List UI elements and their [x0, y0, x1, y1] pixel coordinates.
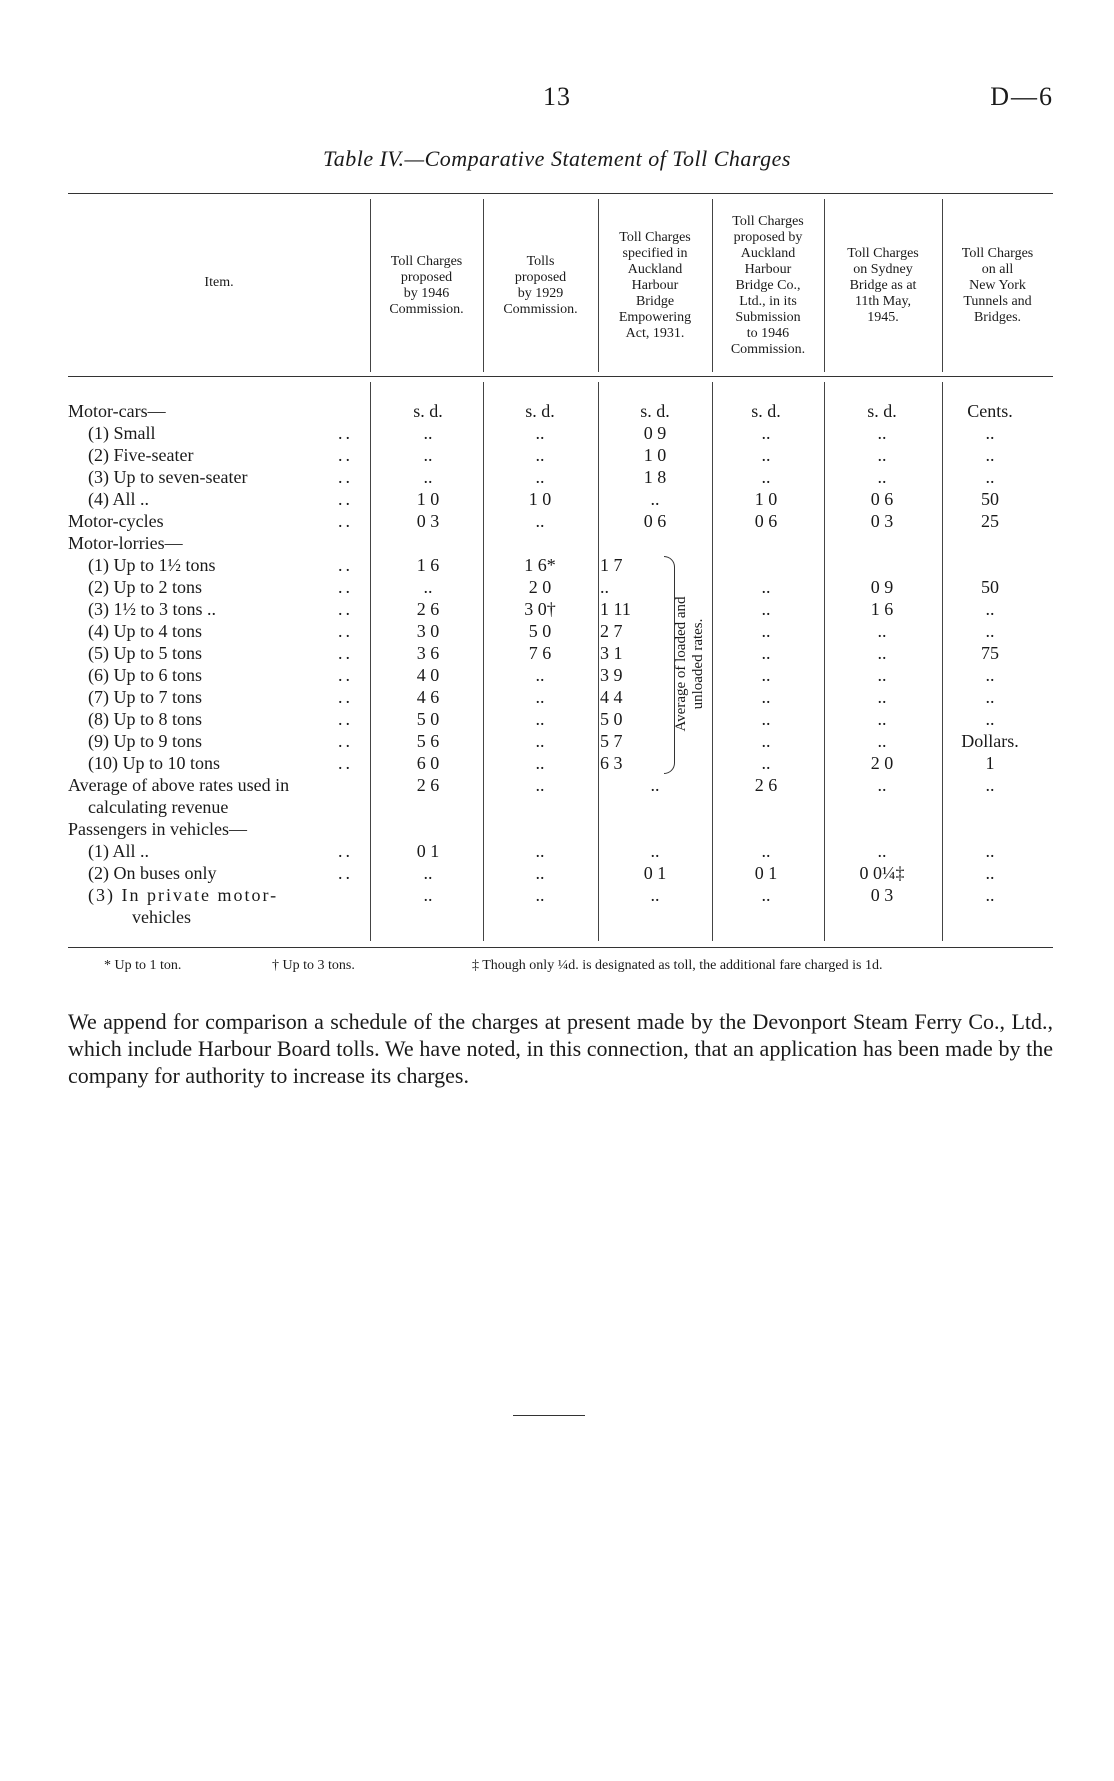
- table-cell: s. d.: [751, 401, 781, 421]
- row-leader-dots: ..: [338, 753, 353, 773]
- row-label: (2) Five-seater: [88, 445, 194, 465]
- table-cell: 50: [981, 489, 999, 509]
- footnote-2: † Up to 3 tons.: [272, 958, 355, 973]
- table-cell: ..: [985, 841, 995, 861]
- table-cell: 1 6: [870, 599, 894, 619]
- column-header-line: Act, 1931.: [625, 325, 685, 341]
- column-header-line: Item.: [204, 275, 234, 290]
- table-cell: 0 6: [754, 511, 778, 531]
- column-header-line: Toll Charges: [390, 253, 463, 269]
- table-cell: ..: [423, 423, 433, 443]
- table-cell: 0 1: [754, 863, 778, 883]
- column-divider-body-2: [483, 382, 484, 941]
- table-cell: 0 9: [870, 577, 894, 597]
- row-leader-dots: ..: [338, 665, 353, 685]
- table-cell: 1 8: [643, 467, 667, 487]
- column-header-line: Commission.: [503, 301, 578, 317]
- table-cell: 3 9: [600, 665, 623, 685]
- table-bottom-rule: [68, 947, 1053, 948]
- table-cell: ..: [761, 577, 771, 597]
- column-header-line: 1945.: [867, 309, 899, 325]
- table-cell: 1 0: [643, 445, 667, 465]
- row-leader-dots: ..: [338, 577, 353, 597]
- column-header-line: by 1946: [403, 285, 450, 301]
- table-cell: 0 6: [643, 511, 667, 531]
- column-divider-body-5: [824, 382, 825, 941]
- row-label: (7) Up to 7 tons: [88, 687, 202, 707]
- table-cell: ..: [535, 467, 545, 487]
- row-leader-dots: ..: [338, 489, 353, 509]
- table-cell: 2 6: [754, 775, 778, 795]
- column-header-line: on Sydney: [853, 261, 913, 277]
- column-header-line: Toll Charges: [961, 245, 1034, 261]
- table-cell: Dollars.: [961, 731, 1019, 751]
- column-header-line: proposed by: [733, 229, 803, 245]
- row-label: (6) Up to 6 tons: [88, 665, 202, 685]
- table-cell: ..: [877, 423, 887, 443]
- column-header-2: [483, 254, 598, 318]
- column-header-line: Harbour: [631, 277, 679, 293]
- row-label: Motor-lorries—: [68, 533, 183, 553]
- table-cell: ..: [877, 709, 887, 729]
- table-cell: ..: [535, 445, 545, 465]
- document-reference: D—6: [990, 82, 1054, 111]
- column-header-6: [942, 246, 1053, 326]
- table-cell: s. d.: [525, 401, 555, 421]
- column-header-line: New York: [969, 277, 1026, 293]
- column-header-line: on all: [981, 261, 1014, 277]
- table-cell: ..: [650, 775, 660, 795]
- table-cell: 2 0: [528, 577, 552, 597]
- table-cell: 0 3: [870, 885, 894, 905]
- table-cell: 75: [981, 643, 999, 663]
- row-label: (9) Up to 9 tons: [88, 731, 202, 751]
- column-header-line: Toll Charges: [847, 245, 919, 261]
- column-header-line: Bridge Co.,: [735, 277, 801, 293]
- row-leader-dots: ..: [338, 643, 353, 663]
- table-cell: 3 0: [416, 621, 440, 641]
- row-leader-dots: ..: [338, 687, 353, 707]
- table-cell: ..: [761, 885, 771, 905]
- table-cell: ..: [985, 885, 995, 905]
- table-cell: 2 0: [870, 753, 894, 773]
- table-cell: ..: [535, 731, 545, 751]
- row-label: (10) Up to 10 tons: [88, 753, 220, 773]
- row-leader-dots: ..: [338, 863, 353, 883]
- row-label: (3) 1½ to 3 tons ..: [88, 599, 216, 619]
- end-rule: [513, 1415, 585, 1416]
- column-header-line: Auckland: [627, 261, 683, 277]
- table-cell: ..: [761, 841, 771, 861]
- table-header-rule: [68, 376, 1053, 377]
- table-cell: ..: [877, 665, 887, 685]
- row-label: (3) Up to seven-seater: [88, 467, 248, 487]
- column-header-line: specified in: [622, 245, 688, 261]
- table-cell: 4 6: [416, 687, 440, 707]
- row-label: Motor-cars—: [68, 401, 166, 421]
- table-cell: ..: [535, 423, 545, 443]
- table-cell: ..: [535, 775, 545, 795]
- table-cell: 5 0: [600, 709, 623, 729]
- table-cell: ..: [877, 841, 887, 861]
- column-header-line: Toll Charges: [619, 229, 691, 245]
- table-cell: ..: [985, 467, 995, 487]
- row-label: Motor-cycles: [68, 511, 164, 531]
- row-label: (2) Up to 2 tons: [88, 577, 202, 597]
- table-cell: 1 0: [416, 489, 440, 509]
- table-cell: 0 1: [416, 841, 440, 861]
- brace-note-line: unloaded rates.: [690, 618, 706, 710]
- table-cell: 7 6: [528, 643, 552, 663]
- row-label: (1) Up to 1½ tons: [88, 555, 216, 575]
- table-cell: 0 3: [870, 511, 894, 531]
- table-cell: ..: [535, 687, 545, 707]
- table-cell: 1: [985, 753, 995, 773]
- row-leader-dots: ..: [338, 555, 353, 575]
- row-leader-dots: ..: [338, 731, 353, 751]
- table-cell: 5 6: [416, 731, 440, 751]
- table-cell: ..: [985, 445, 995, 465]
- column-header-line: Empowering: [618, 309, 692, 325]
- table-cell: ..: [985, 599, 995, 619]
- column-header-line: to 1946: [746, 325, 790, 341]
- row-leader-dots: ..: [338, 423, 353, 443]
- table-cell: ..: [650, 489, 660, 509]
- table-cell: ..: [985, 687, 995, 707]
- column-header-line: by 1929: [517, 285, 564, 301]
- table-cell: ..: [761, 621, 771, 641]
- table-cell: s. d.: [413, 401, 443, 421]
- row-label: (4) Up to 4 tons: [88, 621, 202, 641]
- column-header-line: Ltd., in its: [739, 293, 797, 309]
- table-cell: ..: [985, 709, 995, 729]
- table-cell: 4 0: [416, 665, 440, 685]
- table-cell: ..: [877, 731, 887, 751]
- table-cell: ..: [423, 863, 433, 883]
- table-cell: ..: [985, 423, 995, 443]
- footnote-1: * Up to 1 ton.: [104, 958, 182, 973]
- column-divider-body-4: [712, 382, 713, 941]
- table-cell: 1 11: [600, 599, 631, 619]
- table-cell: ..: [985, 863, 995, 883]
- table-cell: 6 3: [600, 753, 623, 773]
- row-leader-dots: ..: [338, 445, 353, 465]
- table-cell: ..: [761, 731, 771, 751]
- table-cell: ..: [535, 885, 545, 905]
- table-cell: 5 0: [528, 621, 552, 641]
- row-label: (2) On buses only: [88, 863, 217, 883]
- table-cell: 1 0: [754, 489, 778, 509]
- row-leader-dots: ..: [338, 621, 353, 641]
- table-cell: ..: [985, 665, 995, 685]
- column-header-line: Harbour: [744, 261, 792, 277]
- brace-note: [673, 556, 707, 772]
- table-cell: 3 1: [600, 643, 623, 663]
- table-cell: ..: [761, 423, 771, 443]
- table-cell: ..: [877, 643, 887, 663]
- row-label: (5) Up to 5 tons: [88, 643, 202, 663]
- table-cell: ..: [650, 885, 660, 905]
- table-title: Table IV.—Comparative Statement of Toll Charges: [322, 146, 791, 171]
- column-header-4: [712, 214, 824, 358]
- table-cell: ..: [535, 753, 545, 773]
- table-cell: ..: [761, 445, 771, 465]
- table-cell: 2 6: [416, 775, 440, 795]
- column-header-line: Tolls: [526, 253, 555, 269]
- table-cell: 3 6: [416, 643, 440, 663]
- column-header-line: Auckland: [740, 245, 796, 261]
- column-header-3: [598, 230, 712, 342]
- table-cell: 2 6: [416, 599, 440, 619]
- row-leader-dots: ..: [338, 511, 353, 531]
- table-cell: 2 7: [600, 621, 623, 641]
- table-cell: ..: [423, 885, 433, 905]
- row-leader-dots: ..: [338, 841, 353, 861]
- column-header-line: Toll Charges: [732, 213, 804, 229]
- page-number: 13: [543, 82, 571, 111]
- row-leader-dots: ..: [338, 599, 353, 619]
- body-paragraph: We append for comparison a schedule of the charges at present made by the Devonport Steam Ferry Co., Ltd., which include Harbour Board tolls. We have noted, in this connection, that an application has been made by the company for authority to increase its charges.: [68, 1009, 1053, 1088]
- table-cell: 1 6*: [524, 555, 556, 575]
- column-header-line: Commission.: [730, 341, 806, 357]
- row-label: (1) All ..: [88, 841, 149, 861]
- table-cell: ..: [650, 841, 660, 861]
- table-cell: ..: [877, 621, 887, 641]
- table-cell: s. d.: [640, 401, 670, 421]
- table-cell: 1 6: [416, 555, 440, 575]
- table-cell: ..: [535, 841, 545, 861]
- column-divider-body-3: [598, 382, 599, 941]
- table-top-rule: [68, 193, 1053, 194]
- table-cell: ..: [761, 687, 771, 707]
- table-cell: 5 7: [600, 731, 623, 751]
- table-cell: ..: [535, 863, 545, 883]
- table-cell: ..: [535, 709, 545, 729]
- table-cell: ..: [761, 753, 771, 773]
- row-label: (4) All ..: [88, 489, 149, 509]
- footnote-3: ‡ Though only ¼d. is designated as toll, the additional fare charged is 1d.: [472, 958, 883, 973]
- table-cell: 0 1: [643, 863, 667, 883]
- table-cell: 4 4: [600, 687, 623, 707]
- table-cell: ..: [535, 511, 545, 531]
- table-cell: 50: [981, 577, 999, 597]
- row-leader-dots: ..: [338, 467, 353, 487]
- table-cell: ..: [761, 643, 771, 663]
- row-label: Average of above rates used in: [68, 775, 290, 795]
- column-header-1: [370, 254, 483, 318]
- column-divider-body-1: [370, 382, 371, 941]
- table-cell: ..: [761, 709, 771, 729]
- table-cell: 0 0¼‡: [859, 863, 905, 883]
- table-cell: ..: [761, 665, 771, 685]
- table-cell: ..: [423, 467, 433, 487]
- row-label: Passengers in vehicles—: [68, 819, 247, 839]
- column-header-line: Bridges.: [973, 309, 1022, 325]
- table-cell: 6 0: [416, 753, 440, 773]
- column-header-line: proposed: [400, 269, 453, 285]
- table-cell: ..: [985, 621, 995, 641]
- row-label: (1) Small: [88, 423, 156, 443]
- row-label: (3) In private motor-: [88, 885, 279, 905]
- table-cell: ..: [877, 445, 887, 465]
- row-label: vehicles: [132, 907, 191, 927]
- table-cell: ..: [985, 775, 995, 795]
- brace-note-line: Average of loaded and: [673, 596, 689, 732]
- table-cell: 0 3: [416, 511, 440, 531]
- column-header-line: Bridge as at: [849, 277, 917, 293]
- table-cell: ..: [423, 577, 433, 597]
- table-cell: Cents.: [967, 401, 1013, 421]
- table-cell: ..: [877, 687, 887, 707]
- table-cell: 1 7: [600, 555, 623, 575]
- table-cell: 0 6: [870, 489, 894, 509]
- column-header-0: [68, 275, 370, 291]
- table-cell: ..: [600, 577, 609, 597]
- table-cell: ..: [423, 445, 433, 465]
- row-label: (8) Up to 8 tons: [88, 709, 202, 729]
- table-cell: 0 9: [643, 423, 667, 443]
- column-header-5: [824, 246, 942, 326]
- column-header-line: Tunnels and: [963, 293, 1032, 309]
- table-cell: 3 0†: [524, 599, 556, 619]
- column-header-line: 11th May,: [854, 293, 912, 309]
- table-cell: 25: [981, 511, 999, 531]
- table-cell: ..: [535, 665, 545, 685]
- table-cell: ..: [877, 775, 887, 795]
- table-cell: ..: [877, 467, 887, 487]
- table-cell: ..: [761, 467, 771, 487]
- table-cell: 5 0: [416, 709, 440, 729]
- column-header-line: Submission: [735, 309, 801, 325]
- row-label: calculating revenue: [88, 797, 229, 817]
- table-cell: 1 0: [528, 489, 552, 509]
- table-cell: s. d.: [867, 401, 897, 421]
- table-cell: ..: [761, 599, 771, 619]
- column-header-line: Commission.: [389, 301, 464, 317]
- column-header-line: proposed: [514, 269, 567, 285]
- row-leader-dots: ..: [338, 709, 353, 729]
- column-header-line: Bridge: [635, 293, 675, 309]
